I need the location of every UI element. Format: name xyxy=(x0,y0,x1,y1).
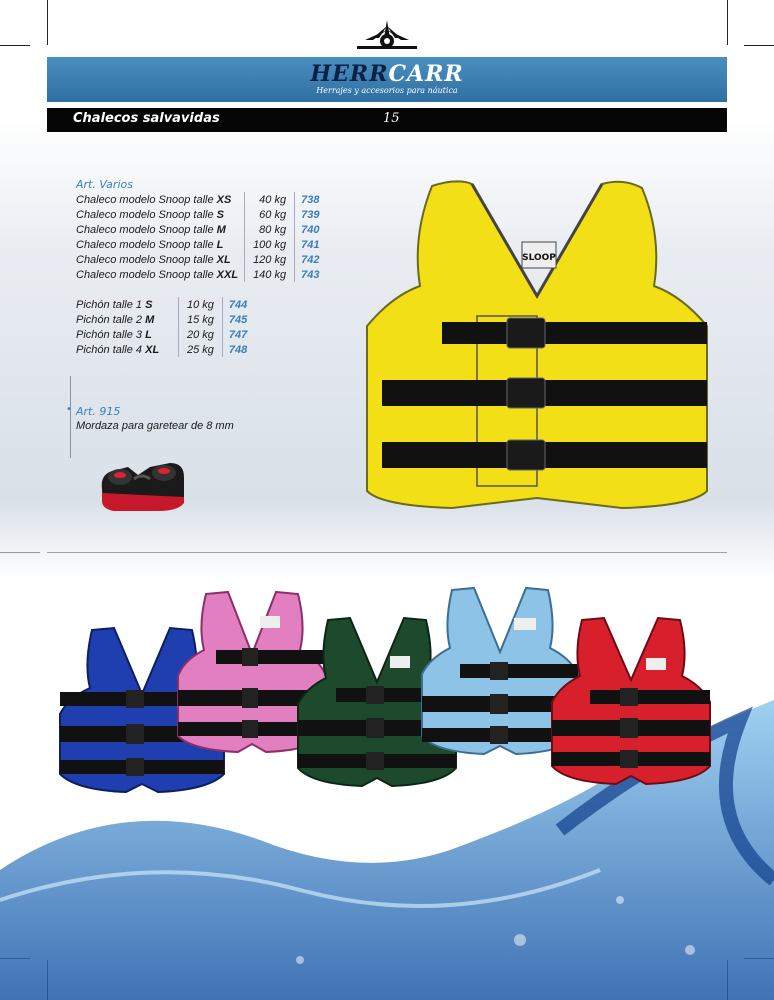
table-row xyxy=(76,222,323,237)
row-code: 740 xyxy=(301,223,320,236)
brand-tagline: Herrajes y accesorios para náutica xyxy=(316,86,458,95)
brand-part1: HERR xyxy=(310,61,389,87)
row-weight: 140 kg xyxy=(245,267,295,282)
table-row xyxy=(76,312,251,327)
vest-spec-table xyxy=(76,192,323,282)
row-code: 739 xyxy=(301,208,320,221)
art-varios-heading: Art. Varios xyxy=(76,178,133,191)
row-weight: 25 kg xyxy=(179,342,223,357)
row-code: 741 xyxy=(301,238,320,251)
row-description: Pichón talle 1 S xyxy=(76,298,153,311)
crop-mark xyxy=(744,45,774,46)
compass-logo-icon xyxy=(355,16,419,54)
section-divider xyxy=(47,552,727,553)
row-weight: 120 kg xyxy=(245,252,295,267)
row-description: Chaleco modelo Snoop talle XL xyxy=(76,253,231,266)
crop-mark xyxy=(0,552,40,553)
red-vest-image xyxy=(550,616,712,786)
row-description: Pichón talle 2 M xyxy=(76,313,155,326)
crop-mark xyxy=(0,45,30,46)
art-915-heading: Art. 915 xyxy=(76,405,121,418)
row-weight: 100 kg xyxy=(245,237,295,252)
table-row xyxy=(76,297,251,312)
row-code: 745 xyxy=(228,313,248,326)
brand-part2: CARR xyxy=(388,61,464,87)
header-banner xyxy=(47,57,727,102)
bullet-icon: • xyxy=(66,404,72,415)
row-weight: 80 kg xyxy=(245,222,295,237)
row-description: Pichón talle 3 L xyxy=(76,328,152,341)
row-code: 748 xyxy=(228,343,248,356)
cam-cleat-image xyxy=(98,445,190,513)
table-row xyxy=(76,192,323,207)
row-description: Chaleco modelo Snoop talle S xyxy=(76,208,224,221)
section-title: Chalecos salvavidas xyxy=(73,111,220,126)
row-description: Chaleco modelo Snoop talle XXL xyxy=(76,268,239,281)
table-row xyxy=(76,252,323,267)
table-row xyxy=(76,237,323,252)
art-915-description: Mordaza para garetear de 8 mm xyxy=(76,420,234,432)
page-number: 15 xyxy=(383,111,400,126)
row-description: Chaleco modelo Snoop talle M xyxy=(76,223,226,236)
table-row xyxy=(76,267,323,282)
row-code: 738 xyxy=(301,193,320,206)
row-weight: 40 kg xyxy=(245,192,295,207)
divider-line xyxy=(70,376,71,458)
table-row xyxy=(76,342,251,357)
row-weight: 20 kg xyxy=(179,327,223,342)
table-row xyxy=(76,327,251,342)
row-description: Pichón talle 4 XL xyxy=(76,343,160,356)
row-description: Chaleco modelo Snoop talle XS xyxy=(76,193,232,206)
crop-mark xyxy=(47,0,48,45)
table-row xyxy=(76,207,323,222)
row-code: 742 xyxy=(301,253,320,266)
brand-logo xyxy=(47,61,727,87)
crop-mark xyxy=(727,0,728,45)
svg-text:SLOOP: SLOOP xyxy=(522,253,556,263)
row-code: 743 xyxy=(301,268,320,281)
row-weight: 60 kg xyxy=(245,207,295,222)
yellow-vest-image xyxy=(362,176,712,516)
row-code: 747 xyxy=(228,328,248,341)
row-code: 744 xyxy=(228,298,248,311)
pichon-spec-table xyxy=(76,297,251,357)
row-weight: 10 kg xyxy=(179,297,223,312)
row-weight: 15 kg xyxy=(179,312,223,327)
row-description: Chaleco modelo Snoop talle L xyxy=(76,238,224,251)
section-bar xyxy=(47,108,727,132)
